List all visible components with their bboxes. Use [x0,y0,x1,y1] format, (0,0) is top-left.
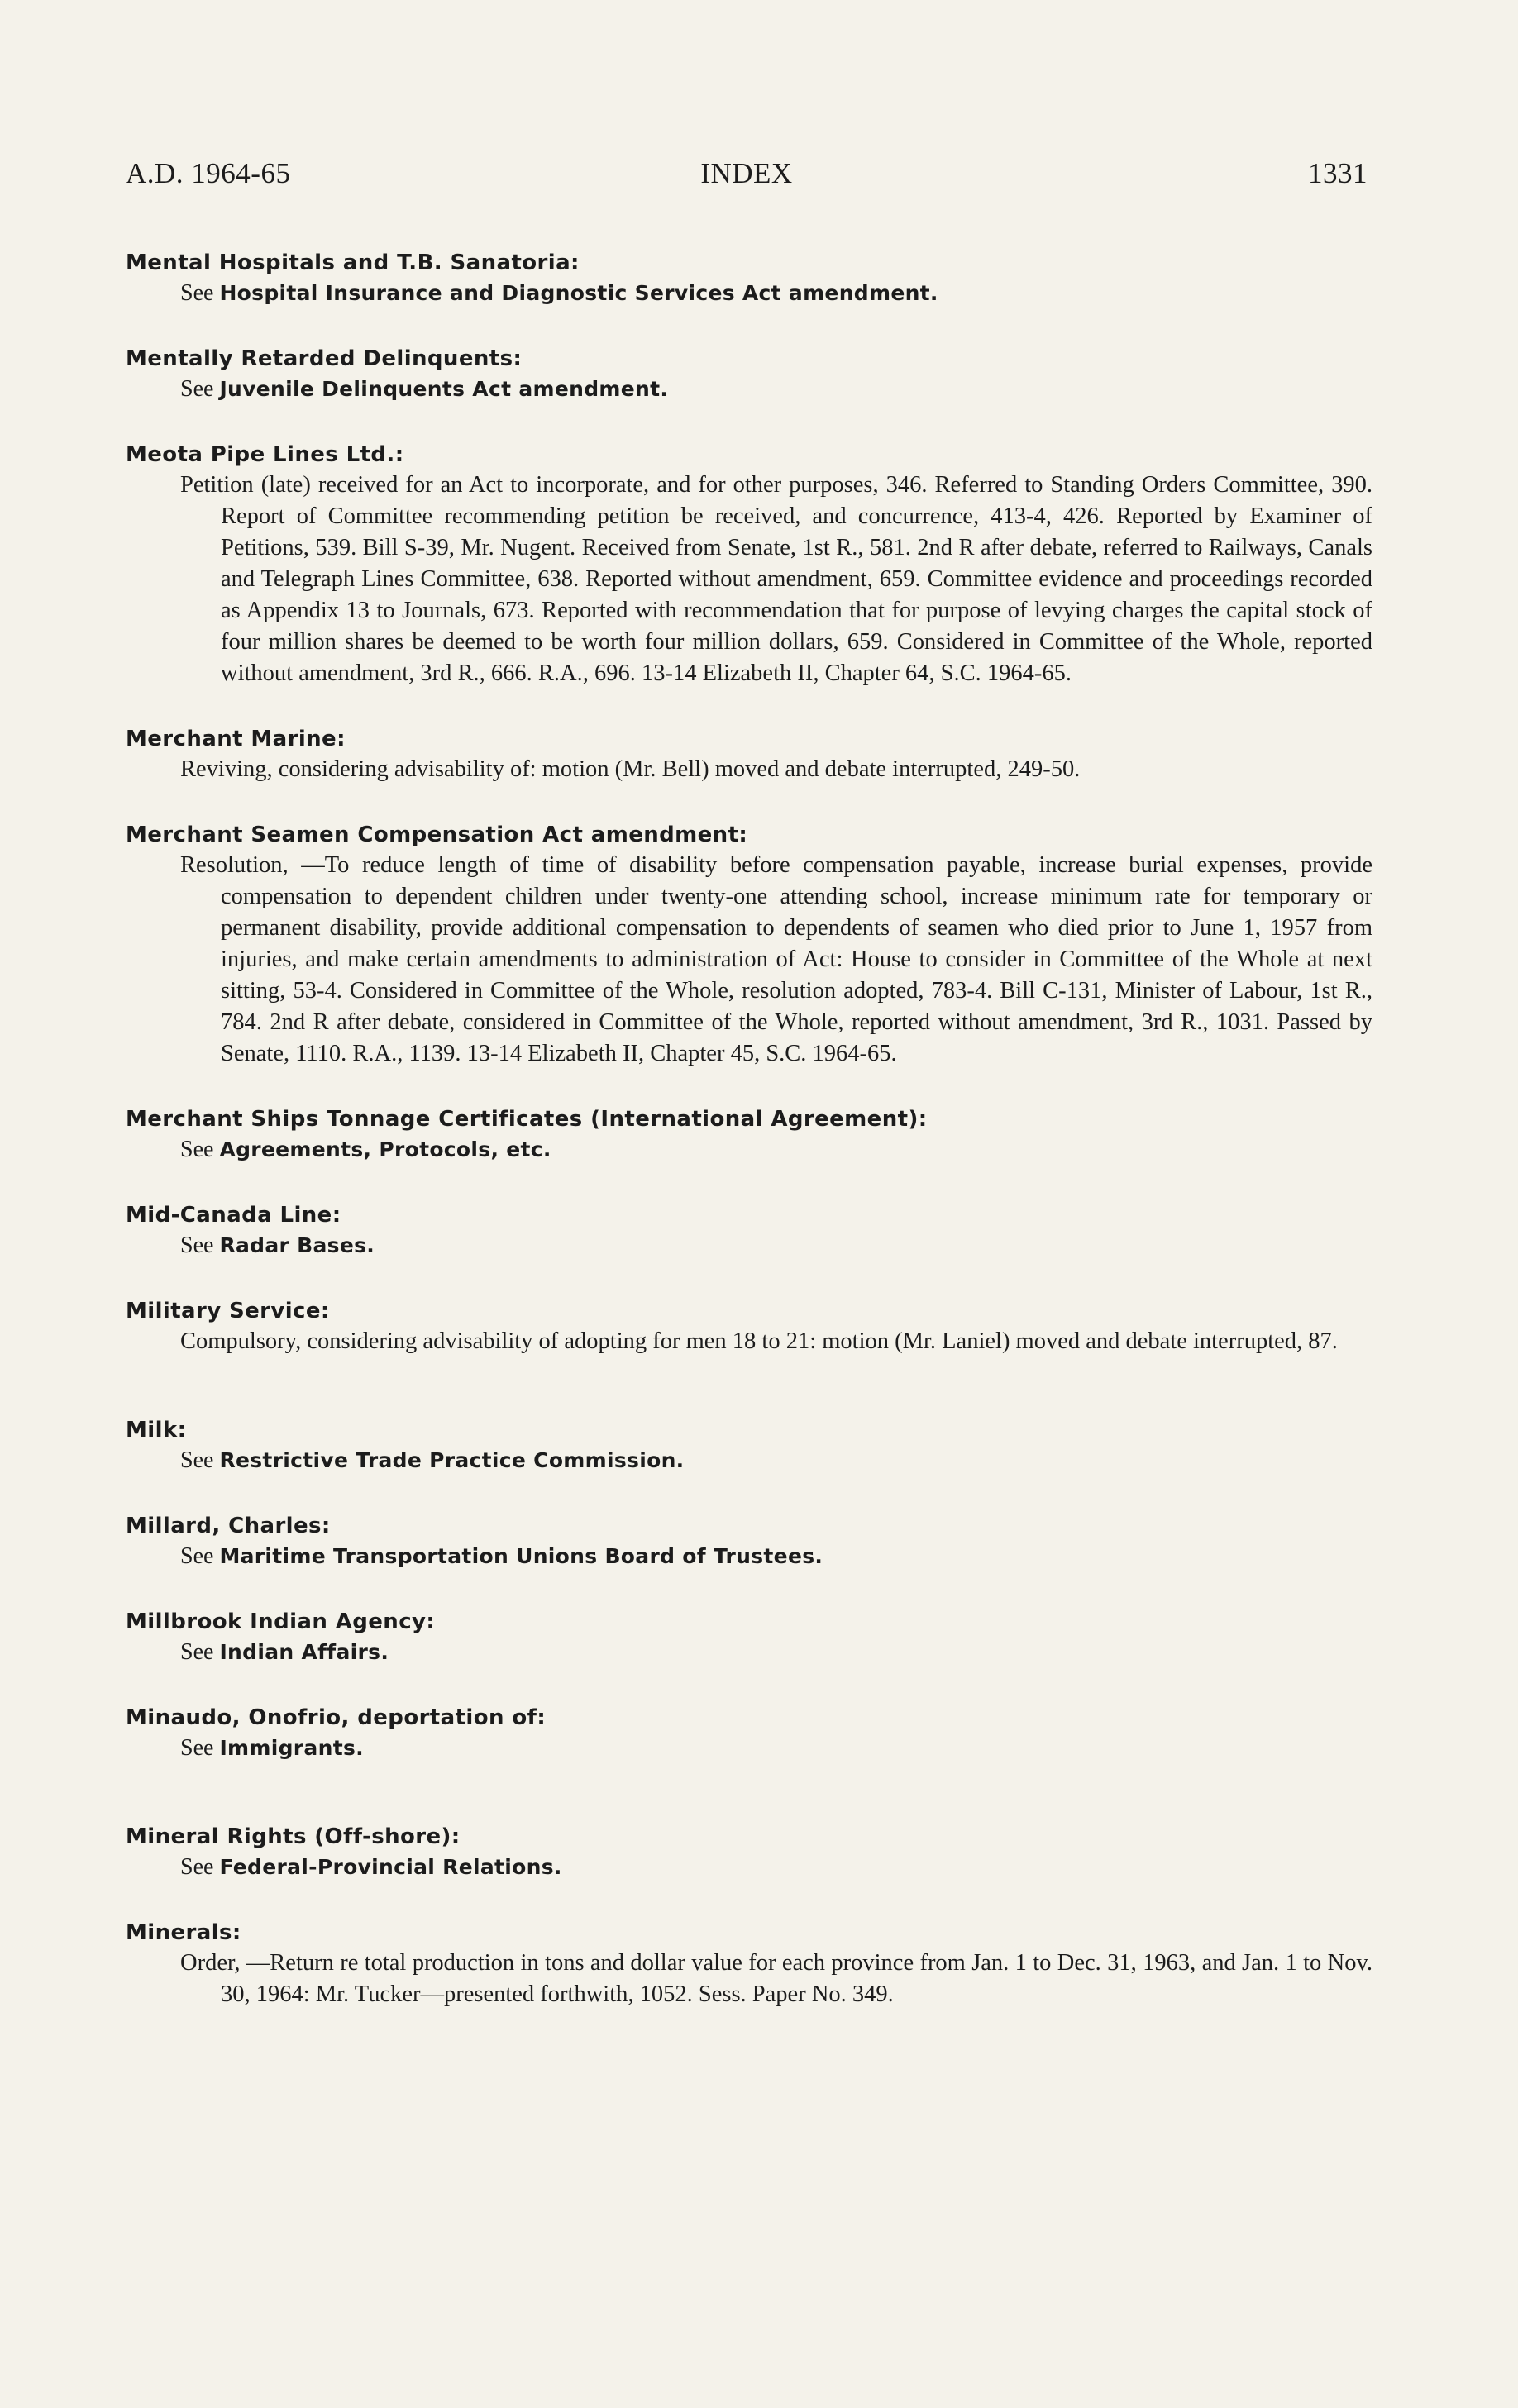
index-entry-millbrook-indian-agency [111,1607,1376,1668]
see-word: See [180,376,214,402]
see-target: Agreements, Protocols, etc. [219,1137,551,1161]
see-target: Restrictive Trade Practice Commission. [219,1448,685,1472]
entry-heading: Mentally Retarded Delinquents: [126,346,523,371]
index-entry-merchant-seamen [111,820,1376,1070]
see-target: Juvenile Delinquents Act amendment. [219,377,669,401]
page-header [126,157,1368,195]
entry-body: Compulsory, considering advisability of adopting for men 18 to 21: motion (Mr. Laniel) moved and debate interrupted, 87. [180,1328,1338,1354]
entry-heading: Mental Hospitals and T.B. Sanatoria: [126,250,580,275]
index-entry-mental-hospitals [111,248,1376,309]
see-reference [111,1134,1376,1166]
see-word: See [180,1735,214,1761]
see-target: Maritime Transportation Unions Board of Trustees. [219,1544,823,1568]
see-reference [111,1852,1376,1883]
index-entry-millard-charles [111,1511,1376,1572]
index-entry-military-service [111,1296,1376,1357]
entry-heading: Millard, Charles: [126,1514,331,1538]
see-reference [111,374,1376,405]
entry-heading: Merchant Seamen Compensation Act amendment: [126,823,748,847]
entry-heading: Mid-Canada Line: [126,1203,341,1228]
see-word: See [180,1543,214,1569]
see-target: Federal-Provincial Relations. [219,1855,562,1879]
index-entries [111,248,1376,2045]
page-number: 1331 [1308,157,1368,189]
index-entry-mid-canada-line [111,1200,1376,1261]
entry-heading: Military Service: [126,1299,330,1323]
see-reference [111,1445,1376,1476]
see-reference [111,1230,1376,1261]
see-word: See [180,1137,214,1162]
index-entry-minaudo-onofrio [111,1703,1376,1764]
entry-heading: Meota Pipe Lines Ltd.: [126,442,404,467]
index-entry-minerals [111,1918,1376,2010]
see-reference [111,1541,1376,1572]
entry-heading: Milk: [126,1418,187,1442]
see-word: See [180,1854,214,1880]
see-word: See [180,280,214,306]
index-entry-merchant-ships-tonnage [111,1104,1376,1166]
entry-heading: Merchant Marine: [126,727,346,751]
entry-body: Reviving, considering advisability of: motion (Mr. Bell) moved and debate interrupted, 249-50. [180,756,1081,782]
index-entry-merchant-marine [111,724,1376,785]
see-reference [111,1733,1376,1764]
see-target: Radar Bases. [219,1233,375,1257]
header-session-years: A.D. 1964-65 [126,157,291,189]
entry-body: Order, —Return re total production in tons and dollar value for each province from Jan. 1 to Dec. 31, 1963, and Jan. 1 to Nov. 30, 1964: Mr. Tucker—presented forthwith, 1052. Sess. Paper No. 349. [180,1950,1372,2007]
index-entry-meota-pipe-lines [111,440,1376,689]
index-entry-mentally-retarded [111,344,1376,405]
entry-heading: Minaudo, Onofrio, deportation of: [126,1705,547,1730]
see-target: Hospital Insurance and Diagnostic Services Act amendment. [219,281,938,305]
see-target: Immigrants. [219,1736,364,1760]
see-word: See [180,1447,214,1473]
see-reference [111,1637,1376,1668]
entry-heading: Mineral Rights (Off-shore): [126,1824,461,1849]
entry-heading: Merchant Ships Tonnage Certificates (International Agreement): [126,1107,928,1132]
see-word: See [180,1639,214,1665]
entry-heading: Millbrook Indian Agency: [126,1609,436,1634]
index-entry-mineral-rights [111,1822,1376,1883]
see-word: See [180,1233,214,1258]
entry-body: Petition (late) received for an Act to incorporate, and for other purposes, 346. Referred to Standing Orders Committee, 390. Report of Committee recommending petition be received, and concurrence, 413-4, 426. Reported by Examiner of Petitions, 539. Bill S-39, Mr. Nugent. Received from Senate, 1st R., 581. 2nd R after debate, referred to Railways, Canals and Telegraph Lines Committee, 638. Reported without amendment, 659. Committee evidence and proceedings recorded as Appendix 13 to Journals, 673. Reported with recommendation that for purpose of levying charges the capital stock of four million shares be deemed to be worth four million dollars, 659. Considered in Committee of the Whole, reported without amendment, 3rd R., 666. R.A., 696. 13-14 Elizabeth II, Chapter 64, S.C. 1964-65. [180,472,1372,686]
see-reference [111,278,1376,309]
entry-heading: Minerals: [126,1920,241,1945]
entry-body: Resolution, —To reduce length of time of disability before compensation payable, increase burial expenses, provide compensation to dependent children under twenty-one attending school, increase minimum rate for temporary or permanent disability, provide additional compensation to dependents of seamen who died prior to June 1, 1957 from injuries, and make certain amendments to administration of Act: House to consider in Committee of the Whole at next sitting, 53-4. Considered in Committee of the Whole, resolution adopted, 783-4. Bill C-131, Minister of Labour, 1st R., 784. 2nd R after debate, considered in Committee of the Whole, reported without amendment, 3rd R., 1031. Passed by Senate, 1110. R.A., 1139. 13-14 Elizabeth II, Chapter 45, S.C. 1964-65. [180,852,1372,1066]
index-entry-milk [111,1415,1376,1476]
see-target: Indian Affairs. [219,1640,389,1664]
header-title: INDEX [700,157,793,189]
